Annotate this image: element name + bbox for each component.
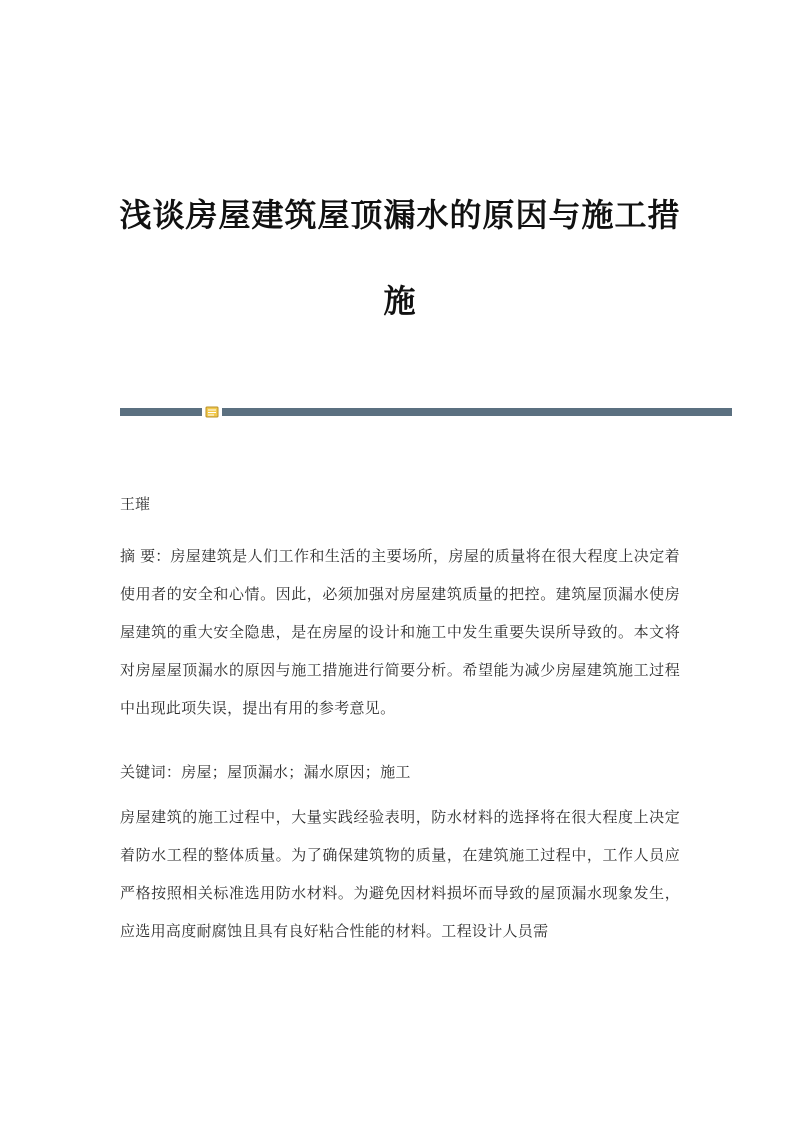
document-icon [205, 405, 219, 419]
keywords-label: 关键词： [120, 763, 182, 781]
abstract-paragraph [120, 537, 680, 727]
body-paragraph: 房屋建筑的施工过程中，大量实践经验表明，防水材料的选择将在很大程度上决定着防水工程的整体质量。为了确保建筑物的质量，在建筑施工过程中，工作人员应严格按照相关标准选用防水材料。为避免因材料损坏而导致的屋顶漏水现象发生，应选用高度耐腐蚀且具有良好粘合性能的材料。工程设计人员需 [120, 808, 680, 940]
abstract-label: 摘 要： [120, 547, 171, 565]
abstract-text: 房屋建筑是人们工作和生活的主要场所，房屋的质量将在很大程度上决定着使用者的安全和心情。因此，必须加强对房屋建筑质量的把控。建筑屋顶漏水使房屋建筑的重大安全隐患，是在房屋的设计和施工中发生重要失误所导致的。本文将对房屋屋顶漏水的原因与施工措施进行简要分析。希望能为减少房屋建筑施工过程中出现此项失误，提出有用的参考意见。 [120, 547, 680, 717]
title-divider-left [120, 408, 202, 416]
document-title-line-1: 浅谈房屋建筑屋顶漏水的原因与施工措 [119, 196, 681, 234]
title-divider-right [222, 408, 732, 416]
keywords-paragraph [120, 753, 680, 791]
author-name: 王璀 [120, 495, 151, 513]
document-title-line-2: 施 [383, 282, 417, 320]
keywords-text: 房屋；屋顶漏水；漏水原因；施工 [181, 763, 411, 781]
